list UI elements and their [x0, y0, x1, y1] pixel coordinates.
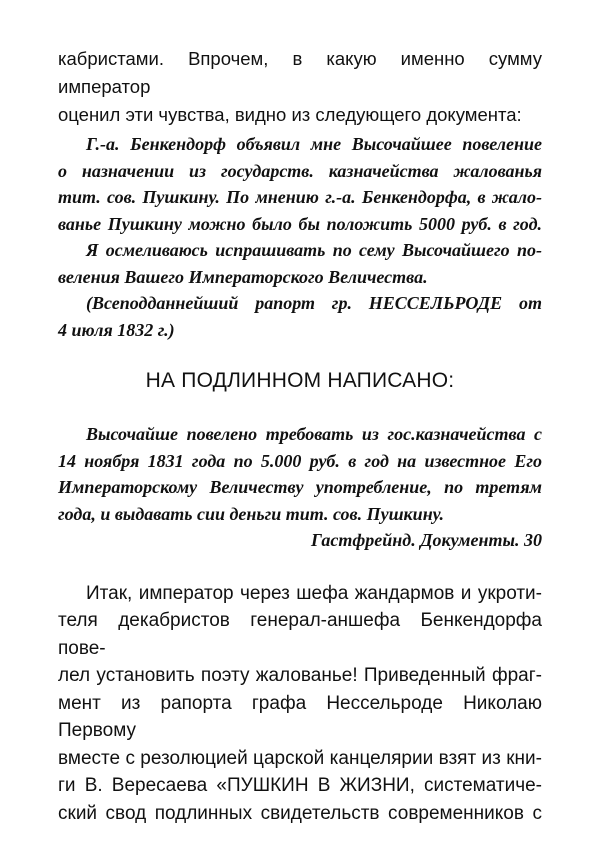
text-line: года, и выдавать сии деньги тит. сов. Пушкину. [58, 503, 445, 524]
text-line: Я осмеливаюсь испрашивать по сему Высочайшего по- [86, 240, 542, 260]
source-citation: 4 июля 1832 г.) [58, 319, 175, 340]
body-paragraph [58, 580, 542, 828]
spacer [58, 554, 542, 580]
source-citation: Гастфрейнд. Документы. 30 [311, 530, 542, 550]
intro-paragraph [58, 45, 542, 129]
text-line: Императорскому Величеству употребление, по третям [58, 477, 542, 497]
text-line: веления Вашего Императорского Величества. [58, 266, 428, 287]
text-line: мент из рапорта графа Нессельроде Николаю Первому [58, 692, 542, 741]
text-line: теля декабристов генерал-аншефа Бенкендорфа пове- [58, 610, 542, 659]
text-line: тит. сов. Пушкину. По мнению г.-а. Бенкендорфа, в жало- [58, 187, 542, 207]
book-page [58, 45, 542, 827]
text-line: Итак, император через шефа жандармов и укроти- [86, 582, 542, 604]
text-line: Г.-а. Бенкендорф объявил мне Высочайшее повеление [86, 134, 542, 154]
text-line: вместе с резолюцией царской канцелярии взят из кни- [58, 747, 542, 769]
source-citation: (Всеподданнейший рапорт гр. НЕССЕЛЬРОДЕ от [86, 293, 542, 313]
text-line: кабристами. Впрочем, в какую именно сумму император [58, 48, 542, 97]
text-line: ги В. Вересаева «ПУШКИН В ЖИЗНИ, систематиче- [58, 775, 542, 796]
text-line: лел установить поэту жалованье! Приведенный фраг- [58, 665, 542, 686]
section-heading: НА ПОДЛИННОМ НАПИСАНО: [145, 369, 455, 392]
resolution-text [58, 421, 542, 554]
quoted-report [58, 131, 542, 343]
text-line: ванье Пушкину можно было бы положить 5000 руб. в год. [58, 213, 542, 234]
text-line: ский свод подлинных свидетельств современников с [58, 802, 542, 824]
text-line: оценил эти чувства, видно из следующего документа: [58, 104, 522, 125]
text-line: Высочайше повелено требовать из гос.казначейства с [86, 424, 542, 444]
text-line: о назначении из государств. казначейства жалованья [58, 160, 542, 181]
text-line: 14 ноября 1831 года по 5.000 руб. в год на известное Его [58, 450, 542, 471]
